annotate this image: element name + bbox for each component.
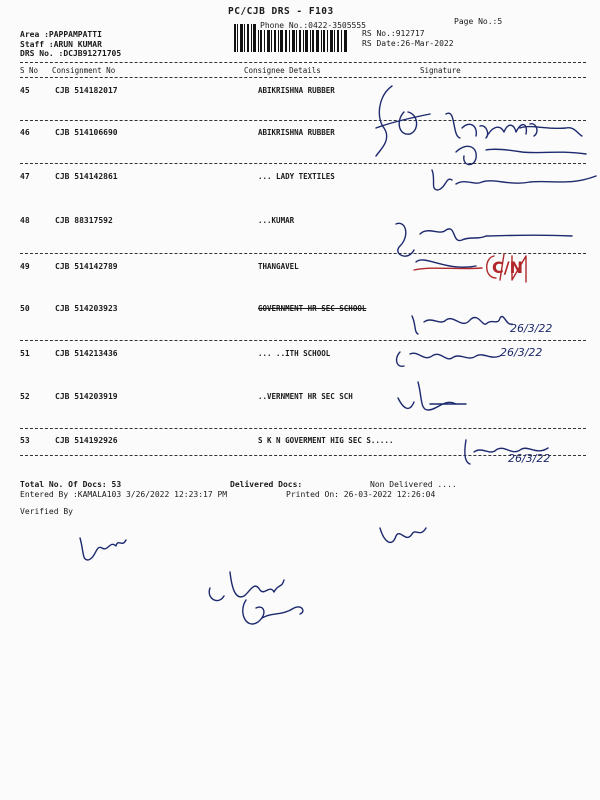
printed-on: Printed On: 26-03-2022 12:26:04: [286, 490, 436, 499]
entered-by: Entered By :KAMALA103 3/26/2022 12:23:17 PM: [20, 490, 228, 499]
row-consignee: ..VERNMENT HR SEC SCH: [258, 392, 353, 401]
row-consignee: ABIKRISHNA RUBBER: [258, 86, 335, 95]
row-sno: 47: [20, 172, 30, 181]
row-sno: 53: [20, 436, 30, 445]
handwritten-cn-note: C/N: [492, 258, 523, 277]
row-sno: 51: [20, 349, 30, 358]
row-sno: 46: [20, 128, 30, 137]
handwritten-date-row53: 26/3/22: [508, 452, 551, 465]
row-consignment: CJB 514182017: [55, 86, 118, 95]
column-header-consignee: Consignee Details: [244, 66, 321, 75]
row-sno: 50: [20, 304, 30, 313]
row-consignee: ... LADY TEXTILES: [258, 172, 335, 181]
row-consignee: S K N GOVERMENT HIG SEC S.....: [258, 436, 394, 445]
row-divider: [20, 120, 586, 121]
header-right-block: [362, 29, 454, 48]
handwritten-date-row50: 26/3/22: [510, 322, 553, 335]
column-header-signature: Signature: [420, 66, 461, 75]
column-header-sno: S No: [20, 66, 39, 75]
row-divider: [20, 428, 586, 429]
row-sno: 48: [20, 216, 30, 225]
area-label: Area :PAPPAMPATTI: [20, 30, 102, 39]
rs-number: RS No.:912717: [362, 29, 425, 38]
row-consignment: CJB 514142789: [55, 262, 118, 271]
row-consignee: ...KUMAR: [258, 216, 295, 225]
phone-number: Phone No.:0422-3505555: [260, 21, 366, 30]
row-consignee: ABIKRISHNA RUBBER: [258, 128, 335, 137]
row-sno: 49: [20, 262, 30, 271]
column-header-consignment: Consignment No: [52, 66, 116, 75]
delivered-docs: Delivered Docs:: [230, 480, 303, 489]
row-consignment: CJB 514106690: [55, 128, 118, 137]
divider: [20, 77, 586, 78]
row-consignment: CJB 514192926: [55, 436, 118, 445]
row-consignment: CJB 514203919: [55, 392, 118, 401]
staff-label: Staff :ARUN KUMAR: [20, 39, 102, 49]
row-consignment: CJB 88317592: [55, 216, 113, 225]
page-number: Page No.:5: [454, 17, 503, 26]
rs-date: RS Date:26-Mar-2022: [362, 38, 454, 48]
row-consignee: GOVERNMENT HR SEC SCHOOL: [258, 304, 367, 313]
drs-number: DRS No. :DCJB91271705: [20, 49, 122, 58]
divider: [20, 62, 586, 63]
verified-by: Verified By: [20, 507, 73, 516]
header-left-block: [20, 30, 121, 59]
row-sno: 45: [20, 86, 30, 95]
row-consignment: CJB 514203923: [55, 304, 118, 313]
row-consignee: THANGAVEL: [258, 262, 299, 271]
row-sno: 52: [20, 392, 30, 401]
row-divider: [20, 455, 586, 456]
total-docs: Total No. Of Docs: 53: [20, 480, 122, 489]
row-consignment: CJB 514142861: [55, 172, 118, 181]
row-divider: [20, 163, 586, 164]
handwritten-date-row51: 26/3/22: [500, 346, 543, 359]
row-divider: [20, 340, 586, 341]
row-consignee: ... ..ITH SCHOOL: [258, 349, 331, 358]
row-divider: [20, 253, 586, 254]
document-title: PC/CJB DRS - F103: [228, 6, 334, 17]
non-delivered-docs: Non Delivered ....: [370, 480, 457, 489]
row-consignment: CJB 514213436: [55, 349, 118, 358]
